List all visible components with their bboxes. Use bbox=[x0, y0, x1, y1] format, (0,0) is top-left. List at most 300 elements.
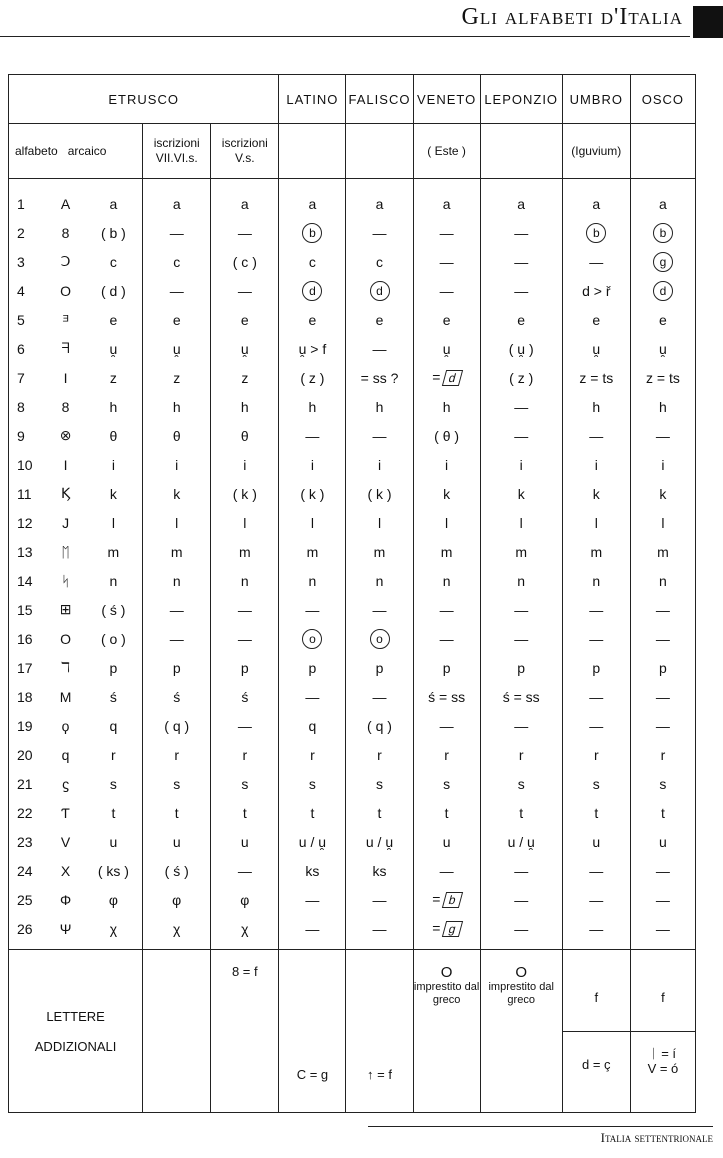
extra-iscrizioni-5: 8 = f bbox=[211, 950, 279, 1113]
cell-lat bbox=[279, 624, 346, 653]
subheader-osco-empty bbox=[630, 124, 695, 179]
cell-lat: ( z ) bbox=[279, 363, 346, 392]
cell-fal: r bbox=[346, 740, 413, 769]
cell-prefix: = bbox=[432, 369, 445, 385]
cell-lep: — bbox=[480, 914, 562, 950]
table-row bbox=[9, 305, 696, 334]
cell-val: a bbox=[85, 179, 143, 219]
cell-fal: a bbox=[346, 179, 413, 219]
subheader-arcaico: arcaico bbox=[67, 143, 107, 158]
label-line1: LETTERE bbox=[46, 1008, 105, 1024]
cell-num: 19 bbox=[9, 711, 47, 740]
extra-osco bbox=[630, 950, 695, 1113]
cell-sign: Ↄ bbox=[60, 253, 71, 269]
header-etrusco: ETRUSCO bbox=[9, 75, 279, 124]
cell-fal: l bbox=[346, 508, 413, 537]
cell-lat: n bbox=[279, 566, 346, 595]
cell-num: 9 bbox=[9, 421, 47, 450]
cell-ven bbox=[413, 914, 480, 950]
cell-val: ś bbox=[85, 682, 143, 711]
cell-val: u̯ bbox=[85, 334, 143, 363]
cell-lep: m bbox=[480, 537, 562, 566]
cell-lat: — bbox=[279, 595, 346, 624]
cell-fal: ( k ) bbox=[346, 479, 413, 508]
cell-lat: m bbox=[279, 537, 346, 566]
cell-num: 20 bbox=[9, 740, 47, 769]
cell-osc: z = ts bbox=[630, 363, 695, 392]
page-footer bbox=[368, 1126, 713, 1146]
cell-sign: O bbox=[60, 282, 72, 299]
cell-ven: — bbox=[413, 624, 480, 653]
cell-lep: ( z ) bbox=[480, 363, 562, 392]
cell-i5: θ bbox=[211, 421, 279, 450]
cell-val: r bbox=[85, 740, 143, 769]
cell-osc: m bbox=[630, 537, 695, 566]
cell-fal bbox=[346, 276, 413, 305]
cell-fal: — bbox=[346, 682, 413, 711]
cell-lep: — bbox=[480, 885, 562, 914]
extra-umbro bbox=[562, 950, 630, 1113]
cell-sign: V bbox=[60, 833, 71, 850]
cell-lat: p bbox=[279, 653, 346, 682]
table-row bbox=[9, 508, 696, 537]
boxed-letter: g bbox=[442, 921, 463, 937]
subheader-iscrizioni-7: iscrizioni VII.VI.s. bbox=[143, 124, 211, 179]
cell-sign: O bbox=[60, 630, 72, 647]
cell-ven: m bbox=[413, 537, 480, 566]
cell-num: 17 bbox=[9, 653, 47, 682]
cell-osc: — bbox=[630, 421, 695, 450]
cell-i7: p bbox=[143, 653, 211, 682]
cell-i7: c bbox=[143, 247, 211, 276]
cell-fal: — bbox=[346, 595, 413, 624]
header-leponzio: LEPONZIO bbox=[480, 75, 562, 124]
cell-umb: s bbox=[562, 769, 630, 798]
cell-lep: n bbox=[480, 566, 562, 595]
table-row bbox=[9, 682, 696, 711]
cell-num: 12 bbox=[9, 508, 47, 537]
cell-i7: s bbox=[143, 769, 211, 798]
osco-bottom-line2: V = ó bbox=[647, 1061, 679, 1076]
cell-umb: k bbox=[562, 479, 630, 508]
cell-val: ( ks ) bbox=[85, 856, 143, 885]
cell-i7: e bbox=[143, 305, 211, 334]
cell-num: 5 bbox=[9, 305, 47, 334]
umbro-top: f bbox=[563, 965, 630, 1032]
cell-fal: m bbox=[346, 537, 413, 566]
cell-i7: — bbox=[143, 624, 211, 653]
cell-i5: t bbox=[211, 798, 279, 827]
cell-osc: l bbox=[630, 508, 695, 537]
table-row bbox=[9, 740, 696, 769]
cell-i7: z bbox=[143, 363, 211, 392]
cell-val: φ bbox=[85, 885, 143, 914]
cell-lat: t bbox=[279, 798, 346, 827]
cell-ven: — bbox=[413, 247, 480, 276]
table-row bbox=[9, 276, 696, 305]
cell-osc bbox=[630, 276, 695, 305]
cell-sign: 8 bbox=[61, 224, 70, 241]
boxed-letter: d bbox=[442, 370, 463, 386]
cell-ven: — bbox=[413, 276, 480, 305]
cell-ven: i bbox=[413, 450, 480, 479]
table-row bbox=[9, 218, 696, 247]
cell-lep: ( u̯ ) bbox=[480, 334, 562, 363]
header-row-sources bbox=[9, 124, 696, 179]
cell-i5: ( k ) bbox=[211, 479, 279, 508]
cell-lat: s bbox=[279, 769, 346, 798]
cell-osc bbox=[630, 247, 695, 276]
extra-latino: C = g bbox=[279, 950, 346, 1113]
cell-i5: ( c ) bbox=[211, 247, 279, 276]
cell-i7: a bbox=[143, 179, 211, 219]
cell-i7: u bbox=[143, 827, 211, 856]
cell-ven: u̯ bbox=[413, 334, 480, 363]
table-row bbox=[9, 566, 696, 595]
cell-ven: p bbox=[413, 653, 480, 682]
cell-sign: ᛖ bbox=[61, 543, 70, 560]
cell-lep: — bbox=[480, 392, 562, 421]
cell-lep: e bbox=[480, 305, 562, 334]
cell-lep: — bbox=[480, 218, 562, 247]
cell-sign: A bbox=[60, 195, 71, 212]
table-row bbox=[9, 856, 696, 885]
table-row bbox=[9, 247, 696, 276]
cell-num: 13 bbox=[9, 537, 47, 566]
circled-letter: b bbox=[586, 223, 606, 243]
cell-osc: p bbox=[630, 653, 695, 682]
cell-num: 11 bbox=[9, 479, 47, 508]
cell-umb: a bbox=[562, 179, 630, 219]
circled-letter: d bbox=[370, 281, 390, 301]
cell-umb: h bbox=[562, 392, 630, 421]
osco-top: f bbox=[631, 965, 695, 1032]
cell-fal: e bbox=[346, 305, 413, 334]
cell-i7: θ bbox=[143, 421, 211, 450]
cell-umb: — bbox=[562, 885, 630, 914]
footer-title: Italia settentrionale bbox=[600, 1130, 713, 1145]
cell-val: q bbox=[85, 711, 143, 740]
cell-lat: ks bbox=[279, 856, 346, 885]
cell-i5: — bbox=[211, 856, 279, 885]
cell-num: 14 bbox=[9, 566, 47, 595]
cell-i7: ( ś ) bbox=[143, 856, 211, 885]
cell-lat: e bbox=[279, 305, 346, 334]
subheader-veneto: ( Este ) bbox=[413, 124, 480, 179]
cell-num: 21 bbox=[9, 769, 47, 798]
cell-i7: ( q ) bbox=[143, 711, 211, 740]
extra-leponzio bbox=[480, 950, 562, 1113]
table-row bbox=[9, 798, 696, 827]
cell-lep: a bbox=[480, 179, 562, 219]
cell-lat: u̯ > f bbox=[279, 334, 346, 363]
cell-ven: ś = ss bbox=[413, 682, 480, 711]
cell-i7: l bbox=[143, 508, 211, 537]
cell-lat: ( k ) bbox=[279, 479, 346, 508]
cell-lep: — bbox=[480, 711, 562, 740]
cell-umb: n bbox=[562, 566, 630, 595]
header-rule bbox=[0, 36, 690, 37]
cell-i7: φ bbox=[143, 885, 211, 914]
cell-num: 2 bbox=[9, 218, 47, 247]
cell-ven: a bbox=[413, 179, 480, 219]
cell-sign: Φ bbox=[59, 891, 72, 908]
cell-i5: — bbox=[211, 595, 279, 624]
cell-fal: — bbox=[346, 334, 413, 363]
cell-umb: l bbox=[562, 508, 630, 537]
circled-letter: b bbox=[653, 223, 673, 243]
cell-lep: — bbox=[480, 856, 562, 885]
cell-num: 23 bbox=[9, 827, 47, 856]
page-header bbox=[0, 0, 723, 40]
cell-val: t bbox=[85, 798, 143, 827]
cell-lep: r bbox=[480, 740, 562, 769]
cell-lep: — bbox=[480, 421, 562, 450]
cell-ven: — bbox=[413, 595, 480, 624]
osco-bottom-line1: ᛁ = í bbox=[649, 1046, 677, 1061]
cell-sign: M bbox=[59, 688, 72, 705]
cell-fal: h bbox=[346, 392, 413, 421]
cell-osc: — bbox=[630, 856, 695, 885]
circled-letter: d bbox=[653, 281, 673, 301]
cell-i5: u̯ bbox=[211, 334, 279, 363]
header-falisco: FALISCO bbox=[346, 75, 413, 124]
cell-sign: J bbox=[62, 514, 70, 531]
cell-fal: u / u̯ bbox=[346, 827, 413, 856]
cell-umb: e bbox=[562, 305, 630, 334]
cell-osc: — bbox=[630, 682, 695, 711]
veneto-sign: O bbox=[440, 964, 453, 981]
cell-umb: — bbox=[562, 247, 630, 276]
cell-umb: i bbox=[562, 450, 630, 479]
cell-fal: p bbox=[346, 653, 413, 682]
table-row bbox=[9, 653, 696, 682]
cell-fal bbox=[346, 624, 413, 653]
cell-ven: — bbox=[413, 856, 480, 885]
cell-sign: Ψ bbox=[59, 920, 72, 937]
cell-fal: t bbox=[346, 798, 413, 827]
cell-umb: d > ř bbox=[562, 276, 630, 305]
cell-i5: e bbox=[211, 305, 279, 334]
table-row bbox=[9, 479, 696, 508]
cell-lep: — bbox=[480, 276, 562, 305]
cell-num: 4 bbox=[9, 276, 47, 305]
cell-umb: — bbox=[562, 595, 630, 624]
cell-lat: u / u̯ bbox=[279, 827, 346, 856]
cell-umb: — bbox=[562, 711, 630, 740]
cell-i7: u̯ bbox=[143, 334, 211, 363]
header-umbro: UMBRO bbox=[562, 75, 630, 124]
cell-num: 8 bbox=[9, 392, 47, 421]
cell-fal: ks bbox=[346, 856, 413, 885]
cell-umb: t bbox=[562, 798, 630, 827]
cell-num: 22 bbox=[9, 798, 47, 827]
table-row bbox=[9, 827, 696, 856]
cell-osc: k bbox=[630, 479, 695, 508]
subheader-alfabeto-arcaico bbox=[9, 124, 143, 179]
cell-i7: r bbox=[143, 740, 211, 769]
cell-sign: ℸ bbox=[61, 659, 71, 675]
cell-ven: k bbox=[413, 479, 480, 508]
cell-lep: — bbox=[480, 624, 562, 653]
cell-fal: — bbox=[346, 421, 413, 450]
cell-umb: — bbox=[562, 856, 630, 885]
cell-val: u bbox=[85, 827, 143, 856]
cell-sign: X bbox=[60, 862, 71, 879]
cell-i5: l bbox=[211, 508, 279, 537]
cell-val: c bbox=[85, 247, 143, 276]
subheader-falisco-empty bbox=[346, 124, 413, 179]
cell-sign: ⊞ bbox=[59, 601, 72, 617]
cell-i7: — bbox=[143, 218, 211, 247]
cell-val: θ bbox=[85, 421, 143, 450]
cell-sign: ᴲ bbox=[62, 311, 69, 328]
extra-veneto bbox=[413, 950, 480, 1113]
table-row bbox=[9, 392, 696, 421]
cell-lat: c bbox=[279, 247, 346, 276]
cell-i5: s bbox=[211, 769, 279, 798]
cell-osc: t bbox=[630, 798, 695, 827]
cell-i7: m bbox=[143, 537, 211, 566]
subheader-iscrizioni-5: iscrizioni V.s. bbox=[211, 124, 279, 179]
cell-umb: u bbox=[562, 827, 630, 856]
cell-osc: i bbox=[630, 450, 695, 479]
alphabet-table bbox=[8, 74, 696, 1113]
page-title: Gli alfabeti d'Italia bbox=[461, 4, 683, 30]
cell-sign: ϛ bbox=[62, 775, 70, 792]
header-osco: OSCO bbox=[630, 75, 695, 124]
cell-i5: u bbox=[211, 827, 279, 856]
cell-val: l bbox=[85, 508, 143, 537]
circled-letter: d bbox=[302, 281, 322, 301]
cell-val: ( b ) bbox=[85, 218, 143, 247]
cell-val: s bbox=[85, 769, 143, 798]
cell-umb: z = ts bbox=[562, 363, 630, 392]
cell-num: 7 bbox=[9, 363, 47, 392]
circled-letter: o bbox=[370, 629, 390, 649]
cell-lep: u / u̯ bbox=[480, 827, 562, 856]
cell-i7: i bbox=[143, 450, 211, 479]
cell-umb: — bbox=[562, 682, 630, 711]
cell-fal: ( q ) bbox=[346, 711, 413, 740]
cell-umb: r bbox=[562, 740, 630, 769]
subheader-alfabeto: alfabeto bbox=[15, 143, 58, 158]
cell-sign: ᛋ bbox=[61, 572, 70, 589]
cell-sign: I bbox=[63, 456, 68, 473]
cell-i7: n bbox=[143, 566, 211, 595]
header-veneto: VENETO bbox=[413, 75, 480, 124]
cell-osc: a bbox=[630, 179, 695, 219]
cell-umb: — bbox=[562, 914, 630, 950]
cell-i5: χ bbox=[211, 914, 279, 950]
cell-num: 1 bbox=[9, 179, 47, 219]
cell-num: 3 bbox=[9, 247, 47, 276]
subheader-leponzio-empty bbox=[480, 124, 562, 179]
cell-sign: ᖷ bbox=[61, 340, 70, 356]
cell-val: ( ś ) bbox=[85, 595, 143, 624]
cell-osc: u bbox=[630, 827, 695, 856]
cell-lat: a bbox=[279, 179, 346, 219]
cell-ven: t bbox=[413, 798, 480, 827]
cell-lat: — bbox=[279, 682, 346, 711]
cell-val: z bbox=[85, 363, 143, 392]
cell-osc: u̯ bbox=[630, 334, 695, 363]
table-body bbox=[9, 75, 696, 1113]
cell-fal: — bbox=[346, 218, 413, 247]
table-row bbox=[9, 914, 696, 950]
cell-i7: — bbox=[143, 595, 211, 624]
boxed-letter: b bbox=[442, 892, 463, 908]
cell-ven: n bbox=[413, 566, 480, 595]
table-row bbox=[9, 595, 696, 624]
cell-i5: ś bbox=[211, 682, 279, 711]
table-row bbox=[9, 624, 696, 653]
cell-lep: t bbox=[480, 798, 562, 827]
cell-sign: Ƭ bbox=[61, 804, 70, 821]
table-row bbox=[9, 885, 696, 914]
cell-fal: — bbox=[346, 914, 413, 950]
extra-iscrizioni-7 bbox=[143, 950, 211, 1113]
subheader-umbro: (Iguvium) bbox=[562, 124, 630, 179]
cell-lep: s bbox=[480, 769, 562, 798]
cell-i7: k bbox=[143, 479, 211, 508]
cell-lat: — bbox=[279, 914, 346, 950]
cell-sign: Ϗ bbox=[60, 485, 71, 501]
cell-i5: a bbox=[211, 179, 279, 219]
table-row bbox=[9, 769, 696, 798]
cell-ven: l bbox=[413, 508, 480, 537]
cell-osc: — bbox=[630, 711, 695, 740]
label-line2: ADDIZIONALI bbox=[34, 1038, 117, 1054]
thumb-tab bbox=[693, 6, 723, 38]
cell-num: 10 bbox=[9, 450, 47, 479]
cell-i7: — bbox=[143, 276, 211, 305]
cell-val: ( d ) bbox=[85, 276, 143, 305]
cell-lat: — bbox=[279, 421, 346, 450]
cell-osc: — bbox=[630, 624, 695, 653]
cell-i5: m bbox=[211, 537, 279, 566]
cell-umb: p bbox=[562, 653, 630, 682]
cell-osc: — bbox=[630, 885, 695, 914]
circled-letter: o bbox=[302, 629, 322, 649]
cell-osc: e bbox=[630, 305, 695, 334]
additional-letters-row bbox=[9, 950, 696, 1113]
cell-lat: h bbox=[279, 392, 346, 421]
cell-umb: u̯ bbox=[562, 334, 630, 363]
cell-ven: — bbox=[413, 711, 480, 740]
circled-letter: g bbox=[653, 252, 673, 272]
subheader-latino-empty bbox=[279, 124, 346, 179]
cell-lat bbox=[279, 276, 346, 305]
cell-i5: — bbox=[211, 624, 279, 653]
additional-letters-label bbox=[9, 950, 143, 1113]
cell-val: ( o ) bbox=[85, 624, 143, 653]
cell-val: h bbox=[85, 392, 143, 421]
cell-ven: ( θ ) bbox=[413, 421, 480, 450]
cell-i5: — bbox=[211, 218, 279, 247]
cell-fal: n bbox=[346, 566, 413, 595]
cell-val: k bbox=[85, 479, 143, 508]
table-row bbox=[9, 179, 696, 219]
cell-ven: h bbox=[413, 392, 480, 421]
footer-rule bbox=[368, 1126, 713, 1127]
table-row bbox=[9, 421, 696, 450]
cell-num: 26 bbox=[9, 914, 47, 950]
cell-i5: z bbox=[211, 363, 279, 392]
table-row bbox=[9, 711, 696, 740]
veneto-note: imprestito dal greco bbox=[413, 981, 480, 1006]
circled-letter: b bbox=[302, 223, 322, 243]
